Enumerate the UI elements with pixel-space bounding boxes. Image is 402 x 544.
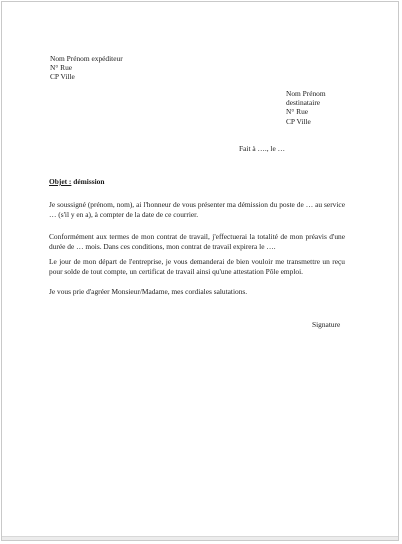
date-place: Fait à …., le … (239, 144, 285, 153)
recipient-name-line2: destinataire (286, 98, 321, 108)
sender-street: N° Rue (50, 63, 73, 73)
signature-label: Signature (312, 320, 341, 329)
closing-paragraph: Je vous prie d'agréer Monsieur/Madame, mes cordiales salutations. (49, 287, 248, 296)
sender-address (50, 54, 123, 82)
subject-line (49, 177, 104, 186)
sender-name: Nom Prénom expéditeur (50, 54, 123, 63)
recipient-address (286, 89, 326, 126)
body-paragraph-2: Conformément aux termes de mon contrat de travail, j'effectuerai la totalité de mon préavis d'une durée de … mois. Dans ces conditions, mon contrat de travail expirera le …. (49, 232, 345, 251)
recipient-street: N° Rue (286, 107, 309, 117)
subject-text: démission (73, 177, 105, 186)
page-bottom-edge (2, 536, 398, 540)
document-page (1, 1, 399, 541)
recipient-name-line1: Nom Prénom (286, 89, 326, 98)
body-paragraph-3: Le jour de mon départ de l'entreprise, je vous demanderai de bien vouloir me transmettre un reçu pour solde de tout compte, un certificat de travail ainsi qu'une attestation Pôle emploi. (49, 257, 345, 276)
subject-label: Objet : (49, 177, 72, 186)
recipient-city: CP Ville (286, 116, 311, 126)
sender-city: CP Ville (50, 72, 75, 82)
body-paragraph-1: Je soussigné (prénom, nom), ai l'honneur de vous présenter ma démission du poste de … au service … (s'il y en a), à compter de la date de ce courrier. (49, 200, 345, 219)
